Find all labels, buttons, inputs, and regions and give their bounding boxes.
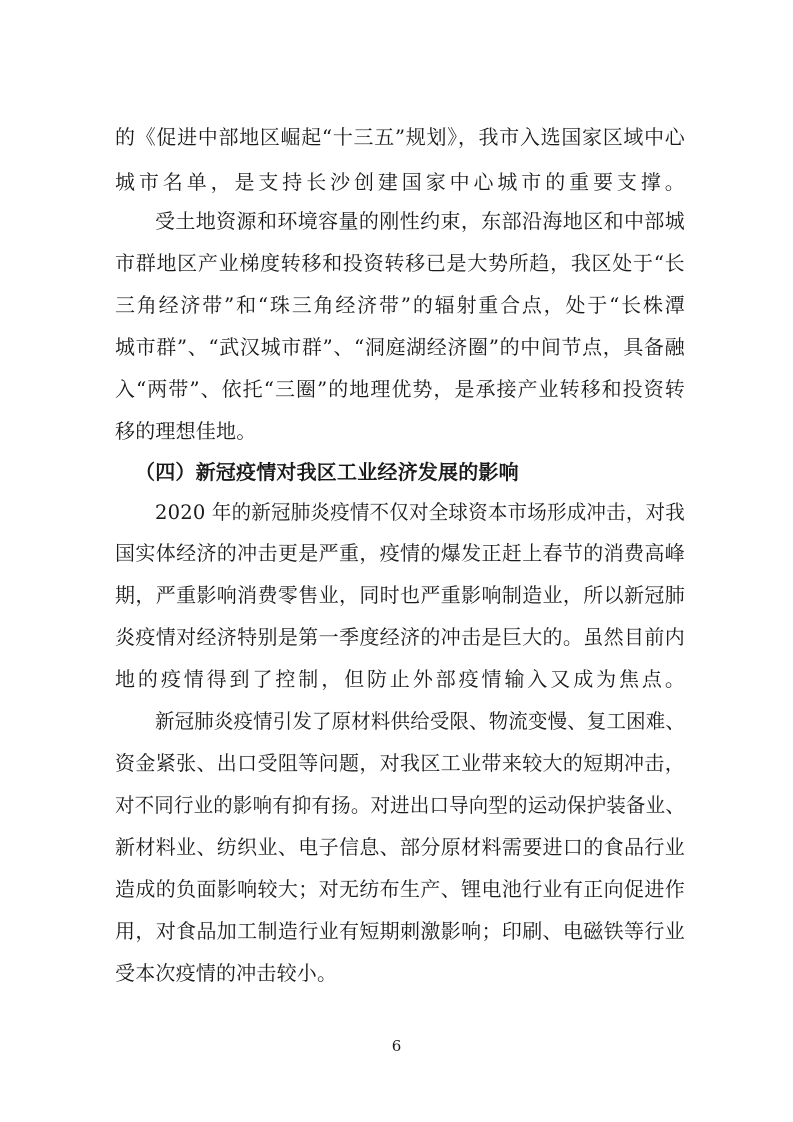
paragraph-line: 的《促进中部地区崛起“十三五”规划》，我市入选国家区域中心 [115,125,686,149]
paragraph-line: 用，对食品加工制造行业有短期刺激影响；印刷、电磁铁等行业 [115,919,686,943]
paragraph-line: 城市名单，是支持长沙创建国家中心城市的重要支撑。 [115,170,689,194]
page-number: 6 [391,1037,402,1055]
paragraph-line: 入“两带”、依托“三圈”的地理优势，是承接产业转移和投资转 [115,377,686,401]
paragraph-line: 造成的负面影响较大；对无纺布生产、锂电池行业有正向促进作 [115,877,686,901]
paragraph-line: 新材料业、纺织业、电子信息、部分原材料需要进口的食品行业 [115,835,686,859]
paragraph-line: 期，严重影响消费零售业，同时也严重影响制造业，所以新冠肺 [115,583,686,607]
paragraph-line: 地的疫情得到了控制，但防止外部疫情输入又成为焦点。 [115,667,688,691]
paragraph-line: 移的理想佳地。 [115,419,257,443]
paragraph-line: 资金紧张、出口受阻等问题，对我区工业带来较大的短期冲击， [115,751,686,775]
paragraph-line: 2020 年的新冠肺炎疫情不仅对全球资本市场形成冲击，对我 [155,500,685,524]
paragraph-line: 国实体经济的冲击更是严重，疫情的爆发正赶上春节的消费高峰 [115,541,686,565]
paragraph-line: 新冠肺炎疫情引发了原材料供给受限、物流变慢、复工困难、 [155,709,686,733]
paragraph-line: 受本次疫情的冲击较小。 [115,961,338,985]
paragraph-line: 受土地资源和环境容量的刚性约束，东部沿海地区和中部城 [155,209,686,233]
paragraph-line: 城市群”、“武汉城市群”、“洞庭湖经济圈”的中间节点，具备融 [115,335,686,359]
paragraph-line: 市群地区产业梯度转移和投资转移已是大势所趋，我区处于“长 [115,251,686,275]
paragraph-line: 炎疫情对经济特别是第一季度经济的冲击是巨大的。虽然目前内 [115,625,686,649]
section-heading: （四）新冠疫情对我区工业经济发展的影响 [135,460,519,484]
paragraph-line: 对不同行业的影响有抑有扬。对进出口导向型的运动保护装备业、 [115,793,685,817]
paragraph-line: 三角经济带”和“珠三角经济带”的辐射重合点，处于“长株潭 [115,293,687,317]
